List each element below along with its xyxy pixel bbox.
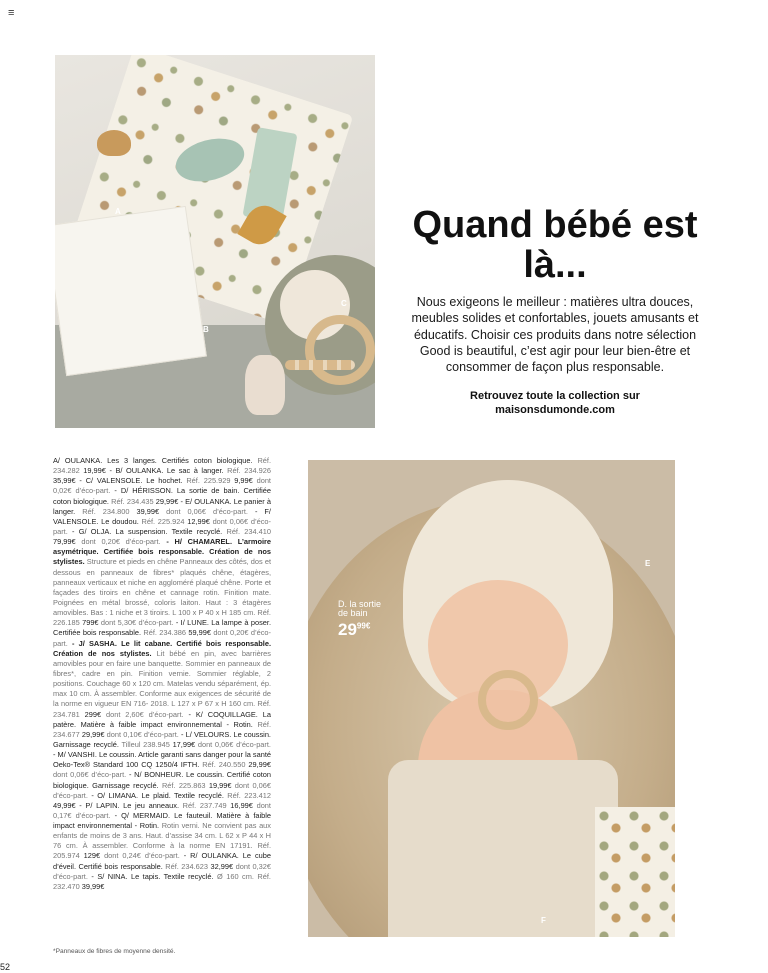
product-text-run: 39,99€ xyxy=(136,506,167,516)
menu-icon[interactable]: ≡ xyxy=(8,7,15,19)
product-photo-top xyxy=(55,55,375,428)
collection-cta xyxy=(405,389,705,418)
product-text-run: 19,99€ - B/ OULANKA. Le sac à langer. xyxy=(83,466,228,476)
price-tag-value xyxy=(338,620,408,640)
product-text-run: Réf. 237.749 xyxy=(182,800,231,810)
product-text-run: 39,99€ xyxy=(81,881,105,891)
product-text-run: dont 0,17€ d’éco-part. xyxy=(53,800,271,820)
product-text-run: - N/ BONHEUR. Le coussin. Certifié coton biologique. Garnissage recyclé. xyxy=(53,770,271,790)
product-text-run: 129€ xyxy=(83,851,105,861)
product-text-run: Réf. 240.550 xyxy=(202,760,249,770)
photo-label-a: A xyxy=(115,207,121,216)
price-tag-label-line-2: de bain xyxy=(338,608,368,619)
product-text-run: 29,99€ xyxy=(248,760,271,770)
product-text-run: dont 2,60€ d’éco-part. xyxy=(105,709,189,719)
product-text-run: 9,99€ xyxy=(234,476,257,486)
product-text-run: Structure et pieds en chêne Panneaux des côtés, dos et dessous en panneaux de fibres* plaqués chêne, étagères, panneaux verticaux et niche en aggloméré plaqué chêne. Porte et façades des tiroirs en chêne et cannage rotin. Finition mate. Poignées en métal brossé, coloris laiton. Haut : 3 étagères amovibles. Bas : 1 niche et 3 tiroirs. L 100 x P 40 x H 185 cm. Réf. 226.185 xyxy=(53,557,272,628)
product-text-run: 35,99€ - C/ VALENSOLE. Le hochet. xyxy=(53,476,187,486)
hedgehog-embroidery-icon xyxy=(97,130,131,156)
product-text-run: Réf. 225.924 xyxy=(141,516,188,526)
product-text-run: dont 0,06€ d’éco-part. xyxy=(53,770,129,780)
product-descriptions xyxy=(53,456,271,892)
rattle-ring xyxy=(305,315,375,385)
pacifier-clip xyxy=(285,360,355,370)
product-text-run: dont 0,06€ d’éco-part. xyxy=(53,780,271,800)
photo-label-c: C xyxy=(341,299,347,308)
product-text-run: - H/ CHAMAREL. L’armoire asymétrique. Certifiée bois responsable. Création de nos stylistes. xyxy=(53,537,271,567)
product-text-run: - Q/ MERMAID. Le fauteuil. Matière à faible impact environnemental - Rotin. xyxy=(53,810,271,831)
product-text-run: Réf. 234.926 xyxy=(227,466,271,476)
product-text-run: dont 0,24€ d’éco-part. xyxy=(104,851,184,861)
product-text-run: A/ OULANKA. Les 3 langes. Certifiés coton biologique. xyxy=(53,456,258,465)
product-text-run: Réf. 234.410 xyxy=(226,526,271,536)
product-text-run: 299€ xyxy=(84,709,106,719)
product-text-run: dont 0,06€ d’éco-part. xyxy=(53,516,271,536)
product-text-run: dont 0,20€ d’éco-part. xyxy=(81,537,167,547)
product-text-run: 12,99€ xyxy=(187,516,213,526)
product-text-run: 16,99€ xyxy=(230,800,257,810)
product-text-run: - L/ VELOURS. Le coussin. Garnissage recyclé. xyxy=(53,729,271,749)
product-text-run: - S/ NINA. Le tapis. Textile recyclé. xyxy=(91,871,218,881)
product-text-run: Réf. 223.412 xyxy=(227,790,271,800)
price-tag-bath-cape xyxy=(338,600,408,640)
product-text-run: 49,99€ - P/ LAPIN. Le jeu anneaux. xyxy=(53,800,183,810)
product-text-run: dont 0,32€ d’éco-part. xyxy=(53,861,271,881)
price-tag-label-line-1: D. la sortie xyxy=(338,599,382,609)
product-text-run: dont 5,30€ d’éco-part. xyxy=(100,618,176,628)
product-text-run: 799€ xyxy=(82,618,101,628)
product-text-run: dont 0,06€ d’éco-part. xyxy=(166,506,255,516)
product-text-run: 29,99€ - E/ OULANKA. Le panier à langer. xyxy=(53,496,271,516)
product-text-run: Réf. 234.623 xyxy=(165,861,211,871)
teether-ring xyxy=(478,670,538,730)
product-text-run: 79,99€ xyxy=(53,537,82,547)
product-text-run: - R/ OULANKA. Le cube d’éveil. Certifié bois responsable. xyxy=(53,851,271,871)
product-text-run: - I/ LUNE. La lampe à poser. Certifiée bois responsable. xyxy=(53,618,272,638)
product-text-run: 32,99€ xyxy=(210,861,236,871)
product-text-run: - J/ SASHA. Le lit cabane. Certifié bois responsable. Création de nos stylistes. xyxy=(53,638,271,658)
product-text-run: Réf. 234.282 xyxy=(53,456,271,476)
intro-text: Nous exigeons le meilleur : matières ultra douces, meubles solides et confortables, jouets amusants et éducatifs. Choisir ces produits dans notre sélection Good is beautiful, c’est agir pour leur bien-être et consommer de façon plus responsable. xyxy=(411,295,699,374)
towel-wrap xyxy=(388,760,618,937)
product-text-run: dont 0,20€ d’éco-part. xyxy=(53,628,271,648)
product-text-run: Ø 160 cm. Réf. 232.470 xyxy=(53,871,271,891)
product-text-run: 19,99€ xyxy=(208,780,235,790)
product-text-run: - O/ LIMANA. Le plaid. Textile recyclé. xyxy=(91,790,228,800)
product-text-run: Réf. 234.386 xyxy=(143,628,189,638)
baby-photo xyxy=(308,460,675,937)
product-text-run: dont 0,02€ d’éco-part. xyxy=(53,476,271,496)
page-title: Quand bébé est là... xyxy=(412,204,698,286)
cta-line-1: Retrouvez toute la collection sur xyxy=(470,390,640,402)
price-main: 29 xyxy=(338,619,357,639)
product-text-run: Réf. 225.929 xyxy=(186,476,235,486)
product-text-run: Réf. 234.800 xyxy=(82,506,137,516)
product-text-run: - D/ HÉRISSON. La sortie de bain. Certifiée coton biologique. xyxy=(53,486,271,506)
product-text-run: Réf. 234.677 xyxy=(53,719,271,739)
product-text-run: Réf. 234.435 xyxy=(111,496,156,506)
product-text-run: 59,99€ xyxy=(188,628,214,638)
product-text-run: - G/ OLJA. La suspension. Textile recyclé. xyxy=(72,526,227,536)
bunny-plush xyxy=(245,355,285,415)
price-tag-label xyxy=(338,600,408,619)
patterned-cushion xyxy=(595,807,675,937)
page-number: 52 xyxy=(0,962,11,972)
price-cents: 99€ xyxy=(356,621,371,631)
product-text-run: dont 0,06€ d’éco-part. xyxy=(197,739,271,749)
footnote: *Panneaux de fibres de moyenne densité. xyxy=(53,948,176,955)
product-text-run: Réf. 225.863 xyxy=(161,780,209,790)
product-text-run: - F/ VALENSOLE. Le doudou. xyxy=(53,506,271,526)
product-text-run: - M/ VANSHI. Le coussin. Article garanti sans danger pour la santé Oeko-Tex® Standard 100 CQ 1250/4 IFTH. xyxy=(53,750,271,770)
website-link[interactable]: maisonsdumonde.com xyxy=(495,404,615,417)
product-text-run: 17,99€ xyxy=(172,739,198,749)
product-text-run: Rotin verni. Ne convient pas aux enfants de moins de 3 ans. Haut. d’assise 34 cm. L 62 x P 44 x H 76 cm. À assembler. Conforme à la norme EN 17191. Réf. 205.974 xyxy=(53,821,271,861)
product-text-run: dont 0,10€ d’éco-part. xyxy=(106,729,181,739)
photo-label-f: F xyxy=(541,916,546,925)
bath-towel xyxy=(55,206,207,376)
product-text-run: 29,99€ xyxy=(81,729,107,739)
product-text-run: Tilleul 238.945 xyxy=(121,739,173,749)
photo-label-e: E xyxy=(645,559,651,568)
product-text-run: - K/ COQUILLAGE. La patère. Matière à faible impact environnemental - Rotin. xyxy=(53,709,271,729)
photo-label-b: B xyxy=(203,325,209,334)
product-text-run: Lit bébé en pin, avec barrières amovibles pour en faire une banquette. Sommier en panneaux de fibres*, cadre en pin. Finition vernie. Sommier réglable, 2 positions. Couchage 60 x 120 cm. Matelas vendu séparément, ép. max 10 cm. À assembler. Conforme aux exigences de sécurité de la norme en vigueur EN 716- 2018. L 127 x P 67 x H 160 cm. Réf. 234.781 xyxy=(53,648,271,719)
